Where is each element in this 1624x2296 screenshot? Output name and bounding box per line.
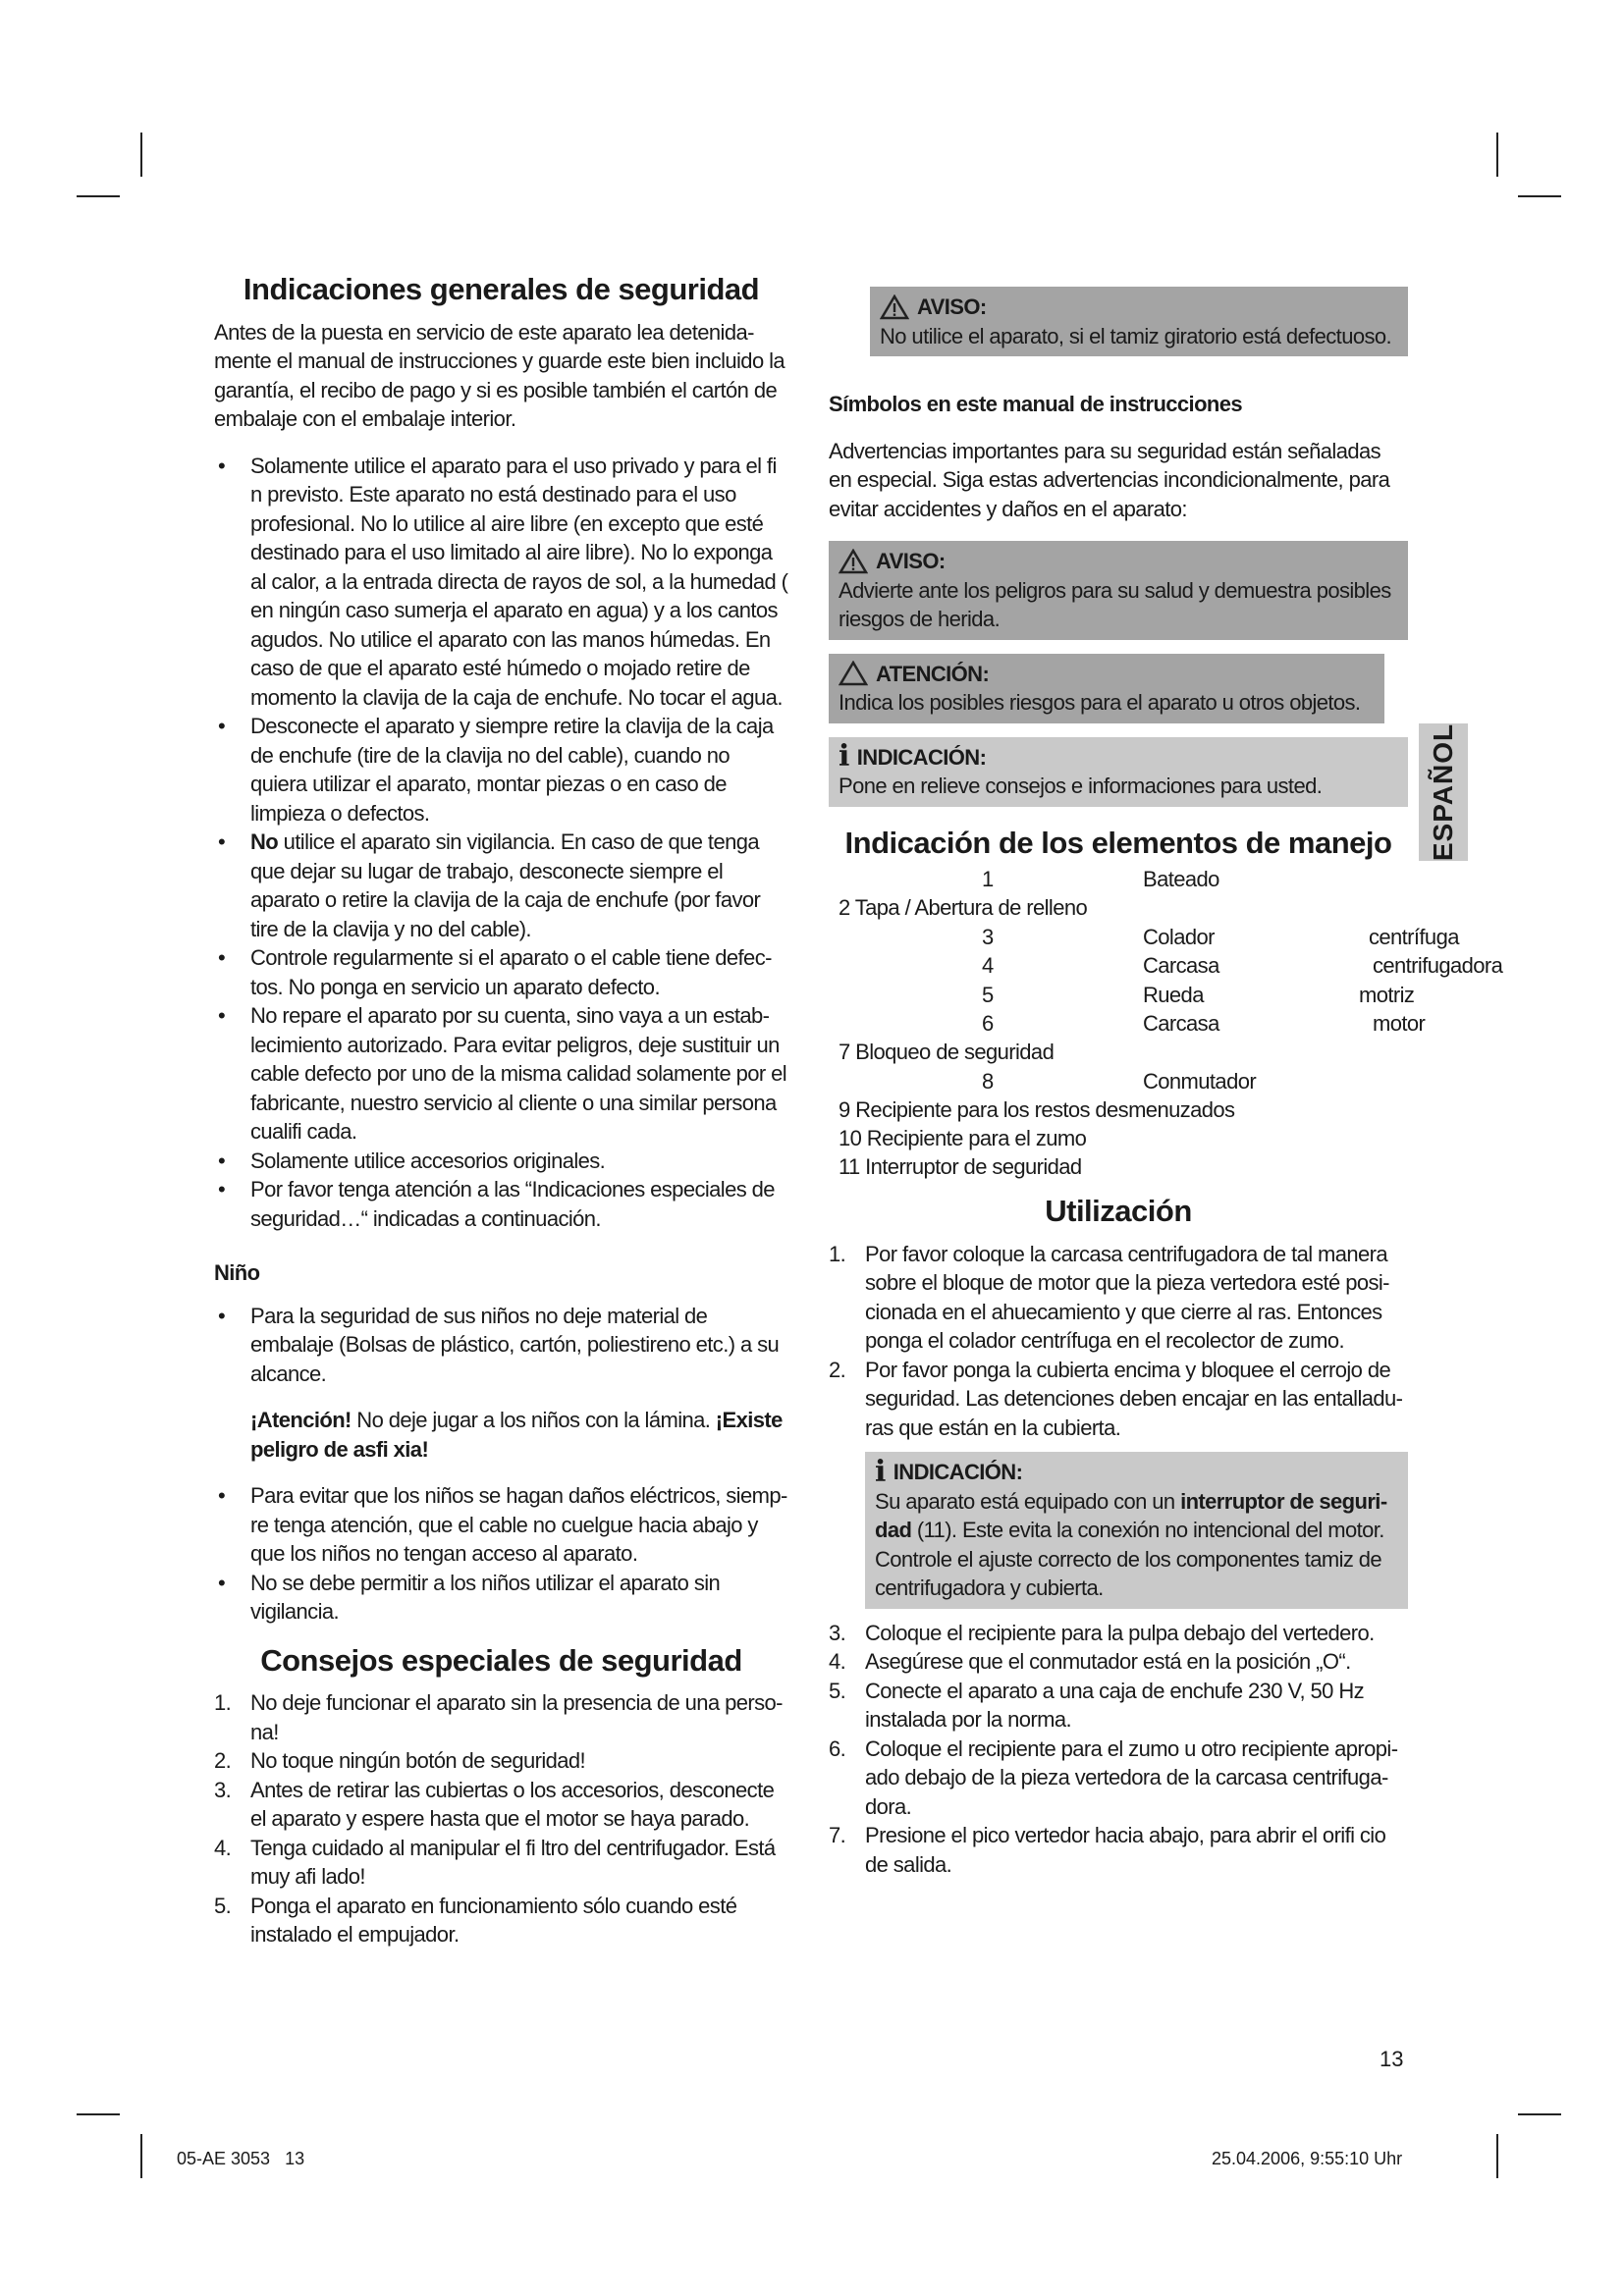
list-item: • Para la seguridad de sus niños no deje material de embalaje (Bolsas de plástico, cartón, poliestireno etc.) a su alcance. [218,1303,780,1386]
indicacion-box: i INDICACIÓN: Pone en relieve consejos e informaciones para usted. [829,737,1408,807]
list-item: • Solamente utilice accesorios originales. [214,1147,788,1176]
list-item: 1. No deje funcionar el aparato sin la presencia de una persona! [214,1690,784,1744]
footer-left: 05-AE 3053 13 [177,2149,305,2168]
element-row: 9 Recipiente para los restos desmenuzados [839,1097,1235,1122]
crop-mark [1518,195,1561,197]
bullet-icon: • [218,714,226,738]
element-label: motor [1373,1011,1426,1036]
list-item: • No repare el aparato por su cuenta, sino vaya a un establecimiento autorizado. Para evitar peligros, deje sustituir un cable defecto por uno de la misma calidad solamente por el fabricante, nuestro servicio al cliente o una similar persona cualifi cada. [218,1003,787,1144]
heading-elements: Indicación de los elementos de manejo [844,825,1392,860]
left-column [214,272,788,1967]
heading-special-safety: Consejos especiales de seguridad [260,1642,742,1678]
list-item: 2. Por favor ponga la cubierta encima y bloquee el cerrojo de seguridad. Las detenciones deben encajar en las entalladuras que están en la cubierta. [829,1357,1403,1440]
utilizacion-list-b [829,1619,1408,1880]
list-item: • No utilice el aparato sin vigilancia. En caso de que tenga que dejar su lugar de trabajo, desconecte siempre el aparato o retire la clavija de la caja de enchufe (por favor tire de la clavija y no del cable). [218,829,761,941]
special-safety-list [214,1688,788,1949]
element-label: Colador [1143,925,1215,949]
heading-simbolos: Símbolos en este manual de instrucciones [829,392,1243,416]
list-item: 2. No toque ningún botón de seguridad! [214,1748,586,1773]
crop-mark [77,195,120,197]
info-icon: i [839,739,849,774]
crop-mark [1518,2113,1561,2115]
bullet-icon: • [218,453,226,478]
element-label: Carcasa [1143,1011,1219,1036]
element-row: 7 Bloqueo de seguridad [839,1040,1055,1064]
element-label: centrifugadora [1373,953,1503,978]
list-item: 7. Presione el pico vertedor hacia abajo, para abrir el orifi cio de salida. [829,1823,1386,1877]
list-item: 3. Coloque el recipiente para la pulpa debajo del vertedero. [829,1620,1375,1645]
heading-general-safety: Indicaciones generales de seguridad [243,272,760,306]
list-item: 4. Asegúrese que el conmutador está en la posición „O“. [829,1649,1351,1674]
element-number: 8 [982,1069,994,1094]
indicacion-box-2: i INDICACIÓN: Su aparato está equipado con un interruptor de seguridad (11). Este evita la conexión no intencional del motor. Controle el ajuste correcto de los componentes tamiz de centrifugadora y cubierta. [865,1452,1408,1609]
crop-mark [140,133,142,177]
bullet-icon: • [218,1303,226,1328]
heading-utilizacion: Utilización [1045,1194,1192,1228]
list-item: 6. Coloque el recipiente para el zumo u otro recipiente apropiado debajo de la pieza vertedora de la carcasa centrifugadora. [829,1735,1399,1819]
language-tab: ESPAÑOL [1419,723,1468,861]
utilizacion-list-a [829,1240,1408,1443]
bullet-icon: • [218,1177,226,1201]
element-number: 1 [982,867,994,891]
intro-paragraph: Antes de la puesta en servicio de este aparato lea detenidamente el manual de instrucciones y guarde este bien incluido la garantía, el recibo de pago y si es posible también el cartón de embalaje con el embalaje interior. [214,319,785,431]
atencion-box: ATENCIÓN: Indica los posibles riesgos para el aparato u otros objetos. [829,654,1384,723]
element-row: 2 Tapa / Abertura de relleno [839,895,1088,920]
crop-mark [1496,2134,1498,2178]
nino-list-a [214,1302,788,1389]
element-label: centrífuga [1369,925,1459,949]
bullet-icon: • [218,1003,226,1028]
element-label: motriz [1359,983,1415,1007]
element-number: 4 [982,953,994,978]
list-item: 3. Antes de retirar las cubiertas o los accesorios, desconecte el aparato y espere hasta que el motor se haya parado. [214,1777,775,1831]
bullet-icon: • [218,1483,226,1508]
list-item: 5. Ponga el aparato en funcionamiento sólo cuando esté instalado el empujador. [214,1893,737,1947]
bold-no: No [250,829,279,854]
element-label: Conmutador [1143,1069,1257,1094]
list-item: 5. Conecte el aparato a una caja de enchufe 230 V, 50 Hz instalada por la norma. [829,1678,1365,1732]
bullet-icon: • [218,1148,226,1173]
aviso-top-box: AVISO: No utilice el aparato, si el tamiz giratorio está defectuoso. [870,287,1408,356]
nino-list-b [214,1481,788,1627]
warning-triangle-icon [880,294,909,320]
caution-triangle-icon [839,661,868,686]
crop-mark [77,2113,120,2115]
list-item: • Para evitar que los niños se hagan daños eléctricos, siempre tenga atención, que el cable no cuelgue hacia abajo y que los niños no tengan acceso al aparato. [218,1483,788,1566]
crop-mark [1496,133,1498,177]
aviso-box: AVISO: Advierte ante los peligros para su salud y demuestra posibles riesgos de herida. [829,541,1408,640]
heading-nino: Niño [214,1260,260,1285]
element-number: 6 [982,1011,994,1036]
element-number: 5 [982,983,994,1007]
bullet-icon: • [218,1570,226,1595]
list-item: • No se debe permitir a los niños utilizar el aparato sin vigilancia. [218,1570,721,1624]
element-row: 10 Recipiente para el zumo [839,1126,1087,1150]
list-item: • Desconecte el aparato y siempre retire la clavija de la caja de enchufe (tire de la clavija no del cable), cuando no quiera utilizar el aparato, montar piezas o en caso de limpieza o defectos. [218,714,774,826]
info-icon: i [875,1454,886,1489]
element-number: 3 [982,925,994,949]
crop-mark [140,2134,142,2178]
list-item: • Controle regularmente si el aparato o el cable tiene defectos. No ponga en servicio un aparato defecto. [218,945,773,999]
list-item: 4. Tenga cuidado al manipular el fi ltro del centrifugador. Está muy afi lado! [214,1835,776,1889]
bullet-icon: • [218,945,226,970]
page-number: 13 [1380,2047,1404,2071]
warning-triangle-icon [839,549,868,574]
list-item: • Por favor tenga atención a las “Indicaciones especiales de seguridad…“ indicadas a continuación. [218,1177,775,1231]
element-row: 11 Interruptor de seguridad [839,1154,1082,1179]
general-safety-list [214,452,788,1234]
bullet-icon: • [218,829,226,854]
element-label: Bateado [1143,867,1219,891]
elements-list [829,865,1503,1179]
list-item: • Solamente utilice el aparato para el uso privado y para el fi n previsto. Este aparato no está destinado para el uso profesional. No lo utilice al aire libre (en excepto que esté destinado para el uso limitado al aire libre). No lo exponga al calor, a la entrada directa de rayos de sol, a la humedad ( en ningún caso sumerja el aparato en agua) y a los cantos agudos. No utilice el aparato con las manos húmedas. En caso de que el aparato esté húmedo o mojado retire de momento la clavija de la caja de enchufe. No tocar el agua. [218,453,788,710]
element-label: Rueda [1143,983,1204,1007]
atencion-paragraph: ¡Atención! No deje jugar a los niños con la lámina. ¡Existe peligro de asfi xia! [250,1408,783,1462]
element-label: Carcasa [1143,953,1219,978]
simbolos-paragraph: Advertencias importantes para su seguridad están señaladas en especial. Siga estas advertencias incondicionalmente, para evitar accidentes y daños en el aparato: [829,438,1390,521]
footer-right: 25.04.2006, 9:55:10 Uhr [1212,2149,1403,2168]
list-item: 1. Por favor coloque la carcasa centrifugadora de tal manera sobre el bloque de motor que la pieza vertedora esté posicionada en el ahuecamiento y que cierre al ras. Entonces ponga el colador centrífuga en el recolector de zumo. [829,1241,1390,1353]
